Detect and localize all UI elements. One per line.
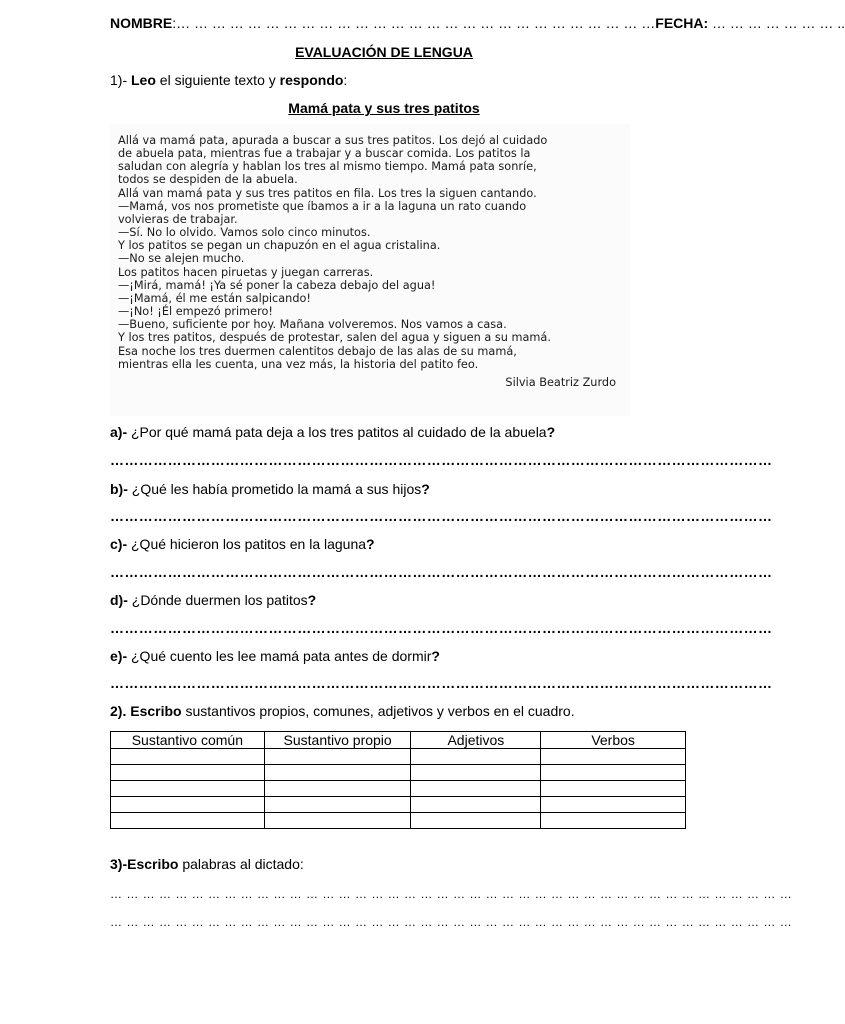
table-cell[interactable] — [411, 797, 541, 813]
table-cell[interactable] — [541, 797, 686, 813]
story-line: volvieras de trabajar. — [118, 212, 238, 226]
question-a: a)- ¿Por qué mamá pata deja a los tres patitos al cuidado de la abuela? — [110, 424, 556, 440]
table-row — [111, 797, 686, 813]
table-cell[interactable] — [264, 813, 411, 829]
word-classification-table — [110, 731, 686, 829]
table-cell[interactable] — [264, 797, 411, 813]
table-cell[interactable] — [411, 813, 541, 829]
section3-instruction: 3)-Escribo palabras al dictado: — [110, 856, 304, 872]
question-label: b)- — [110, 481, 132, 497]
question-text: ¿Qué cuento les lee mamá pata antes de dormir — [131, 648, 432, 664]
question-label: d)- — [110, 592, 132, 608]
story-title: Mamá pata y sus tres patitos — [288, 100, 480, 116]
table-cell[interactable] — [541, 781, 686, 797]
header-verbs: Verbos — [541, 732, 686, 749]
story-line: —No se alejen mucho. — [118, 252, 245, 266]
question-e: e)- ¿Qué cuento les lee mamá pata antes de dormir? — [110, 648, 440, 664]
table-cell[interactable] — [111, 797, 265, 813]
answer-line-c[interactable]: ………………………………………………………………………………………………………………………… — [110, 564, 773, 580]
question-text: ¿Qué les había prometido la mamá a sus hijos — [131, 481, 422, 497]
story-line: Y los tres patitos, después de protestar, salen del agua y siguen a su mamá. — [118, 331, 551, 345]
table-cell[interactable] — [111, 765, 265, 781]
header-adjectives: Adjetivos — [411, 732, 541, 749]
table-cell[interactable] — [111, 749, 265, 765]
story-line: —Mamá, vos nos prometiste que íbamos a ir a la laguna un rato cuando — [118, 199, 527, 213]
answer-line-d[interactable]: ………………………………………………………………………………………………………………………… — [110, 620, 773, 636]
dictation-line-2[interactable]: … … … … … … … … … … … … … … … … … … … … … … … … … … … … … … … … … … … … … … … … … … — [110, 915, 793, 929]
section2-instruction: 2). Escribo sustantivos propios, comunes, adjetivos y verbos en el cuadro. — [110, 703, 575, 719]
question-c: c)- ¿Qué hicieron los patitos en la laguna? — [110, 536, 375, 552]
table-row — [111, 749, 686, 765]
question-text: ¿Dónde duermen los patitos — [131, 592, 308, 608]
story-author: Silvia Beatriz Zurdo — [505, 375, 616, 389]
story-line: —¡Mirá, mamá! ¡Ya sé poner la cabeza debajo del agua! — [118, 278, 436, 292]
story-line: —¡No! ¡Él empezó primero! — [118, 305, 273, 319]
table-row — [111, 765, 686, 781]
date-label: FECHA: — [655, 15, 709, 31]
story-line: —Bueno, suficiente por hoy. Mañana volveremos. Nos vamos a casa. — [118, 318, 507, 332]
question-text: ¿Por qué mamá pata deja a los tres patitos al cuidado de la abuela — [131, 424, 547, 440]
table-cell[interactable] — [411, 765, 541, 781]
table-cell[interactable] — [264, 781, 411, 797]
story-line: Allá van mamá pata y sus tres patitos en fila. Los tres la siguen cantando. — [118, 186, 537, 200]
question-label: a)- — [110, 424, 131, 440]
header-common-noun: Sustantivo común — [111, 732, 265, 749]
table-cell[interactable] — [264, 749, 411, 765]
answer-line-b[interactable]: ………………………………………………………………………………………………………………………… — [110, 508, 773, 524]
table-cell[interactable] — [111, 813, 265, 829]
answer-line-a[interactable]: ………………………………………………………………………………………………………………………… — [110, 452, 773, 468]
name-field[interactable]: :… … … … … … … … … … … … … … … … … … … … … … … … … … … — [172, 15, 656, 31]
date-field[interactable]: … … … … … … … .. — [708, 15, 845, 31]
table-cell[interactable] — [264, 765, 411, 781]
story-line: Y los patitos se pegan un chapuzón en el agua cristalina. — [118, 239, 441, 253]
section1-instruction: 1)- Leo el siguiente texto y respondo: — [110, 72, 348, 88]
question-label: c)- — [110, 536, 131, 552]
table-cell[interactable] — [541, 765, 686, 781]
dictation-line-1[interactable]: … … … … … … … … … … … … … … … … … … … … … … … … … … … … … … … … … … … … … … … … … … — [110, 887, 793, 901]
student-header — [110, 15, 845, 31]
header-proper-noun: Sustantivo propio — [264, 732, 411, 749]
story-line: de abuela pata, mientras fue a trabajar y a buscar comida. Los patitos la — [118, 147, 531, 161]
story-line: mientras ella les cuenta, una vez más, la historia del patito feo. — [118, 357, 479, 371]
question-d: d)- ¿Dónde duermen los patitos? — [110, 592, 317, 608]
table-cell[interactable] — [411, 781, 541, 797]
question-b: b)- ¿Qué les había prometido la mamá a sus hijos? — [110, 481, 430, 497]
story-line: Los patitos hacen piruetas y juegan carreras. — [118, 265, 374, 279]
story-line: —Sí. No lo olvido. Vamos solo cinco minutos. — [118, 226, 371, 240]
table-cell[interactable] — [411, 749, 541, 765]
story-line: —¡Mamá, él me están salpicando! — [118, 291, 311, 305]
question-label: e)- — [110, 648, 131, 664]
story-text-block — [110, 124, 630, 416]
story-line: Allá va mamá pata, apurada a buscar a sus tres patitos. Los dejó al cuidado — [118, 134, 548, 147]
name-label: NOMBRE — [110, 15, 173, 31]
story-line: todos se despiden de la abuela. — [118, 173, 298, 187]
table-cell[interactable] — [541, 813, 686, 829]
story-line: saludan con alegría y hablan los tres al mismo tiempo. Mamá pata sonríe, — [118, 160, 537, 174]
question-text: ¿Qué hicieron los patitos en la laguna — [131, 536, 367, 552]
story-line: Esa noche los tres duermen calentitos debajo de las alas de su mamá, — [118, 344, 517, 358]
answer-line-e[interactable]: ………………………………………………………………………………………………………………………… — [110, 675, 773, 691]
table-cell[interactable] — [111, 781, 265, 797]
table-row — [111, 813, 686, 829]
table-cell[interactable] — [541, 749, 686, 765]
table-row — [111, 781, 686, 797]
table-header-row — [111, 732, 686, 749]
page-title: EVALUACIÓN DE LENGUA — [295, 44, 473, 60]
